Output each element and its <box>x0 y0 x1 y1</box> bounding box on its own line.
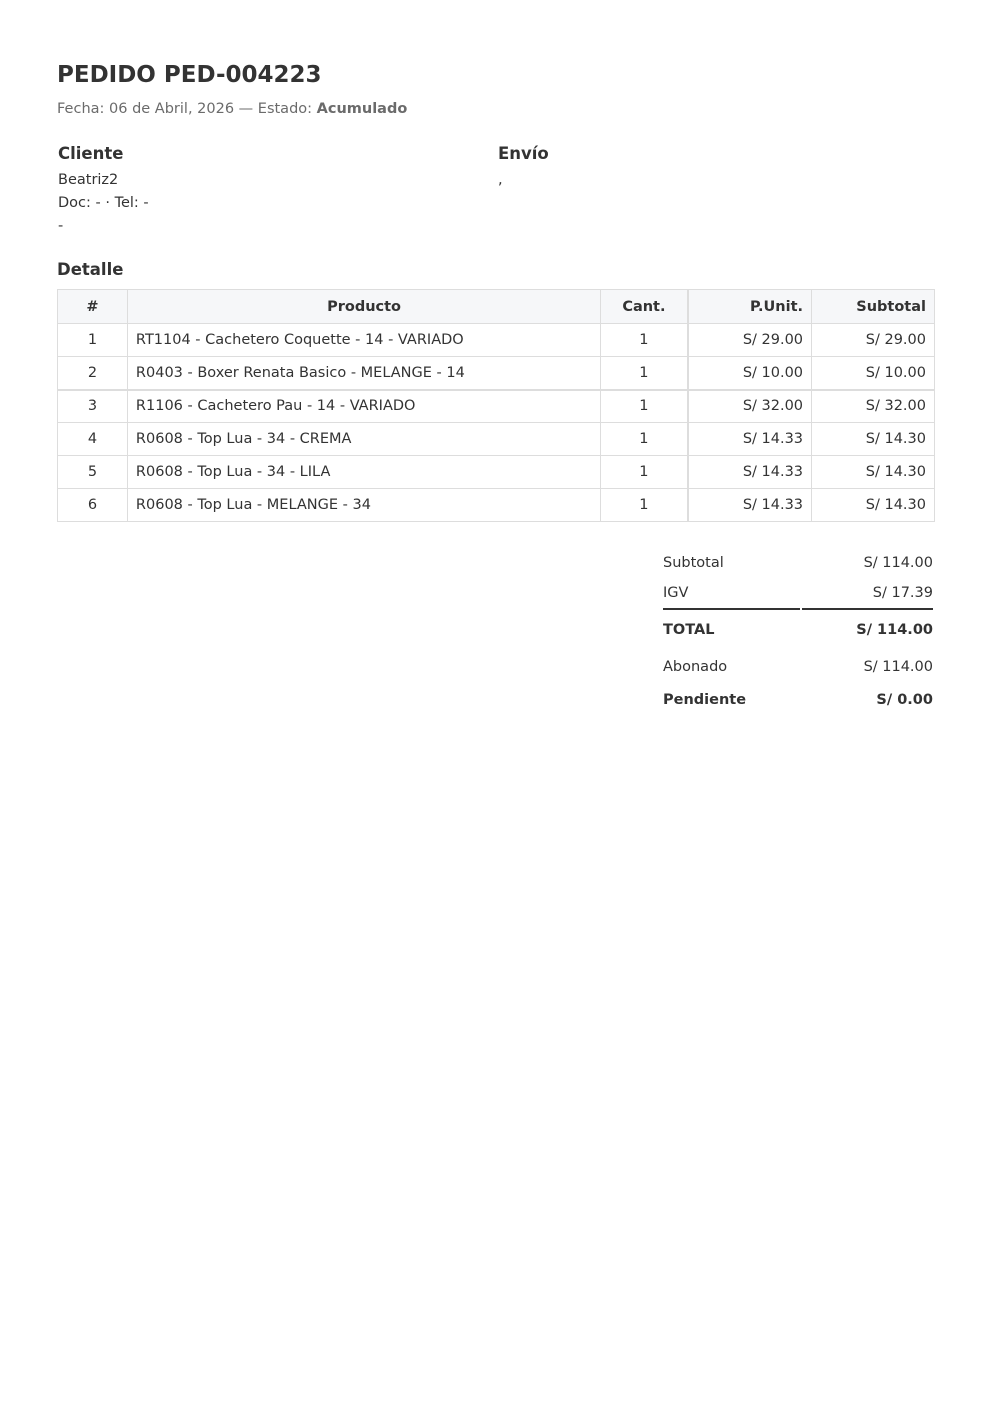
row-product: R0608 - Top Lua - 34 - LILA <box>127 456 600 489</box>
row-product: R0608 - Top Lua - MELANGE - 34 <box>127 489 600 522</box>
row-unit-price: S/ 14.33 <box>688 456 812 489</box>
row-qty: 1 <box>601 489 688 522</box>
order-status: Acumulado <box>316 101 408 117</box>
row-subtotal: S/ 10.00 <box>812 357 935 390</box>
order-meta <box>57 101 407 117</box>
total-value: S/ 114.00 <box>856 622 933 638</box>
igv-value: S/ 17.39 <box>872 585 933 601</box>
paid-label: Abonado <box>663 659 728 675</box>
igv-label: IGV <box>663 585 689 601</box>
total-label: TOTAL <box>663 622 715 638</box>
col-unit-header: P.Unit. <box>688 290 812 324</box>
col-num-header: # <box>58 290 128 324</box>
col-qty-header: Cant. <box>601 290 688 324</box>
shipping-address: , <box>498 172 503 188</box>
row-num: 2 <box>58 357 128 390</box>
col-subtotal-header: Subtotal <box>812 290 935 324</box>
client-doc-tel: Doc: - · Tel: - <box>58 195 149 211</box>
order-title: PEDIDO PED-004223 <box>57 62 322 88</box>
row-qty: 1 <box>601 324 688 357</box>
igv-row <box>662 578 934 608</box>
row-num: 6 <box>58 489 128 522</box>
row-num: 4 <box>58 423 128 456</box>
row-unit-price: S/ 32.00 <box>688 390 812 423</box>
shipping-section <box>498 144 918 192</box>
items-table <box>57 289 935 522</box>
row-unit-price: S/ 10.00 <box>688 357 812 390</box>
pending-value: S/ 0.00 <box>876 692 933 708</box>
client-name: Beatriz2 <box>58 172 119 188</box>
totals-summary <box>662 548 934 717</box>
table-row <box>58 423 935 456</box>
total-row <box>662 610 934 648</box>
row-num: 5 <box>58 456 128 489</box>
paid-value: S/ 114.00 <box>863 659 933 675</box>
row-subtotal: S/ 14.30 <box>812 423 935 456</box>
row-subtotal: S/ 14.30 <box>812 489 935 522</box>
table-row <box>58 489 935 522</box>
table-row <box>58 357 935 390</box>
row-unit-price: S/ 14.33 <box>688 489 812 522</box>
row-subtotal: S/ 29.00 <box>812 324 935 357</box>
row-product: RT1104 - Cachetero Coquette - 14 - VARIADO <box>127 324 600 357</box>
table-header-row <box>58 290 935 324</box>
pending-label: Pendiente <box>663 692 747 708</box>
row-qty: 1 <box>601 456 688 489</box>
row-qty: 1 <box>601 423 688 456</box>
subtotal-value: S/ 114.00 <box>863 555 933 571</box>
row-unit-price: S/ 29.00 <box>688 324 812 357</box>
col-product-header: Producto <box>127 290 600 324</box>
row-product: R0608 - Top Lua - 34 - CREMA <box>127 423 600 456</box>
subtotal-row <box>662 548 934 578</box>
order-date: Fecha: 06 de Abril, 2026 — Estado: <box>57 101 317 117</box>
table-row <box>58 324 935 357</box>
row-num: 1 <box>58 324 128 357</box>
table-row <box>58 390 935 423</box>
subtotal-label: Subtotal <box>663 555 724 571</box>
row-unit-price: S/ 14.33 <box>688 423 812 456</box>
shipping-heading: Envío <box>498 144 549 163</box>
paid-row <box>662 651 934 684</box>
row-subtotal: S/ 32.00 <box>812 390 935 423</box>
client-section <box>58 144 478 238</box>
row-num: 3 <box>58 390 128 423</box>
client-extra: - <box>58 218 64 234</box>
row-qty: 1 <box>601 390 688 423</box>
row-product: R1106 - Cachetero Pau - 14 - VARIADO <box>127 390 600 423</box>
pending-row <box>662 684 934 717</box>
row-product: R0403 - Boxer Renata Basico - MELANGE - 14 <box>127 357 600 390</box>
client-heading: Cliente <box>58 144 124 163</box>
detail-heading: Detalle <box>57 260 124 279</box>
row-subtotal: S/ 14.30 <box>812 456 935 489</box>
row-qty: 1 <box>601 357 688 390</box>
table-row <box>58 456 935 489</box>
